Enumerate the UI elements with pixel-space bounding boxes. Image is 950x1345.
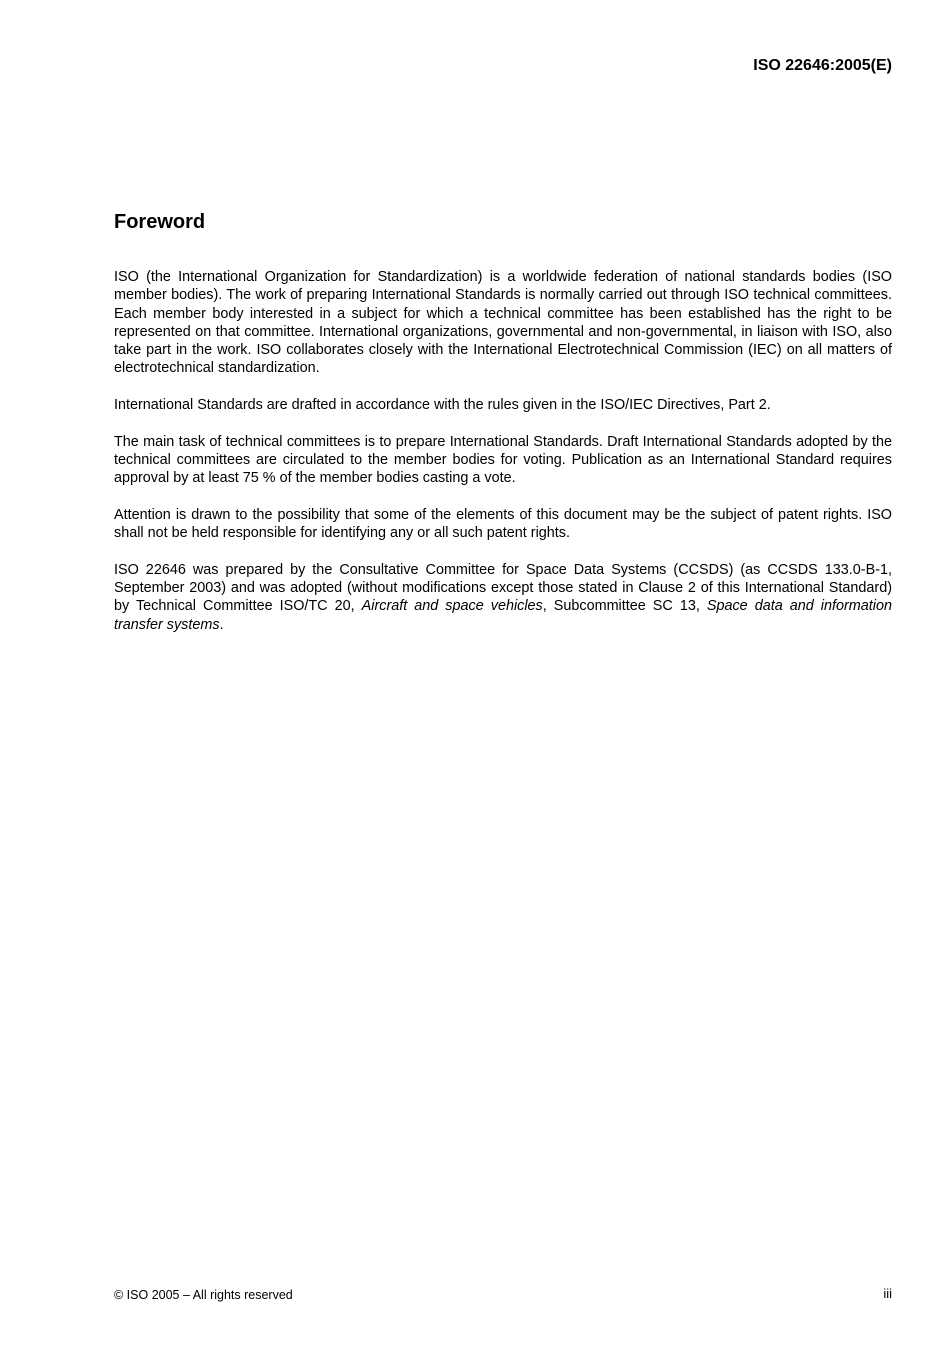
paragraph-committee-task: The main task of technical committees is to prepare International Standards. Draft International Standards adopted by the technical committees are circulated to the member bodies for voting. Publication as an International Standard requires approval by at least 75 % of the member bodies casting a vote. (114, 433, 892, 487)
preparation-subcommittee-name: Space data and information transfer systems (114, 598, 892, 633)
preparation-text-2: , Subcommittee SC 13, (542, 598, 707, 615)
preparation-text-3: . (219, 616, 224, 633)
preparation-text-1: ISO 22646 was prepared by the Consultative Committee for Space Data Systems (CCSDS) (as CCSDS 133.0-B-1, September 2003) and was adopted (without modifications except those stated in Clause 2 of this International Standard) by Technical Committee ISO/TC 20, (114, 561, 892, 615)
paragraph-iso-overview: ISO (the International Organization for Standardization) is a worldwide federation of national standards bodies (ISO member bodies). The work of preparing International Standards is normally carried out through ISO technical committees. Each member body interested in a subject for which a technical committee has been established has the right to be represented on that committee. International organizations, governmental and non-governmental, in liaison with ISO, also take part in the work. ISO collaborates closely with the International Electrotechnical Commission (IEC) on all matters of electrotechnical standardization. (114, 269, 892, 377)
paragraph-drafting-rules: International Standards are drafted in accordance with the rules given in the ISO/IEC Directives, Part 2. (114, 397, 771, 414)
page-title: Foreword (114, 211, 206, 233)
preparation-committee-name: Aircraft and space vehicles (361, 598, 543, 615)
page-number: iii (883, 1286, 892, 1301)
paragraph-patent-rights: Attention is drawn to the possibility that some of the elements of this document may be the subject of patent rights. ISO shall not be held responsible for identifying any or all such patent rights. (114, 506, 892, 542)
document-id: ISO 22646:2005(E) (753, 57, 892, 74)
paragraph-preparation (114, 561, 892, 634)
foreword-section (114, 209, 892, 652)
copyright-notice: © ISO 2005 – All rights reserved (114, 1288, 293, 1302)
